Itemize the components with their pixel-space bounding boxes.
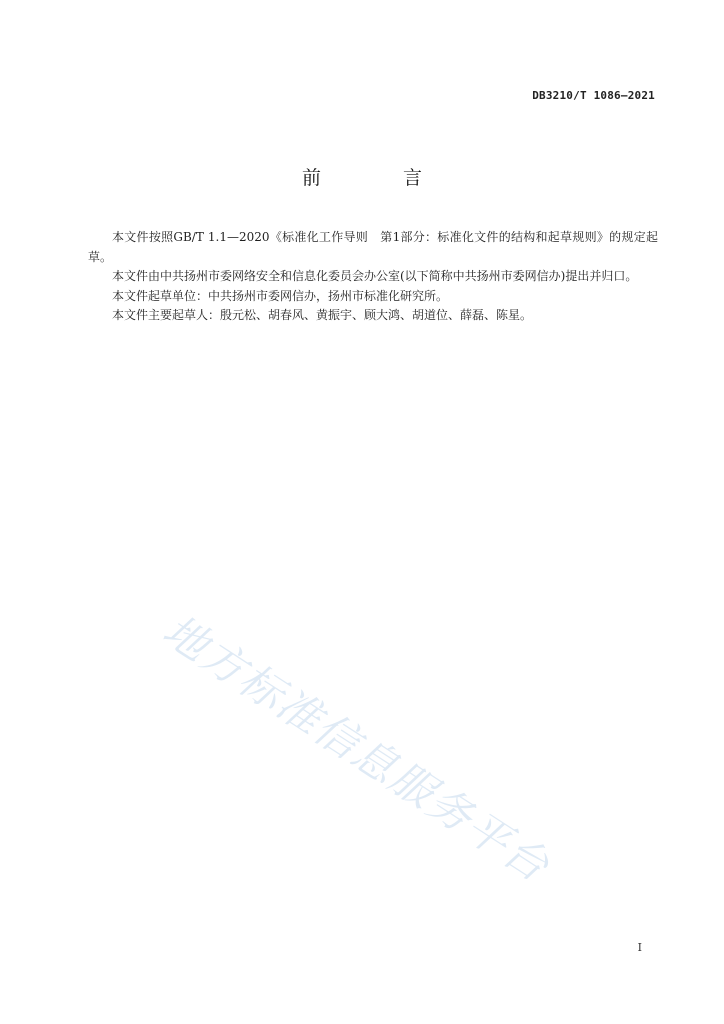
document-code: DB3210/T 1086—2021 bbox=[532, 89, 655, 102]
paragraph-proposer: 本文件由中共扬州市委网络安全和信息化委员会办公室(以下简称中共扬州市委网信办)提出并归口。 bbox=[112, 269, 638, 283]
foreword-body bbox=[88, 228, 658, 326]
page-title: 前 言 bbox=[301, 167, 461, 189]
paragraph-drafting-rules: 本文件按照GB/T 1.1—2020《标准化工作导则 第1部分：标准化文件的结构和起草规则》的规定起草。 bbox=[88, 230, 658, 264]
page-number: I bbox=[637, 941, 642, 954]
paragraph-drafting-units: 本文件起草单位：中共扬州市委网信办，扬州市标准化研究所。 bbox=[112, 288, 449, 303]
watermark: 地方标准信息服务平台 bbox=[153, 605, 559, 893]
paragraph-drafters: 本文件主要起草人：殷元松、胡春风、黄振宇、顾大鸿、胡道位、薛磊、陈星。 bbox=[112, 308, 533, 322]
